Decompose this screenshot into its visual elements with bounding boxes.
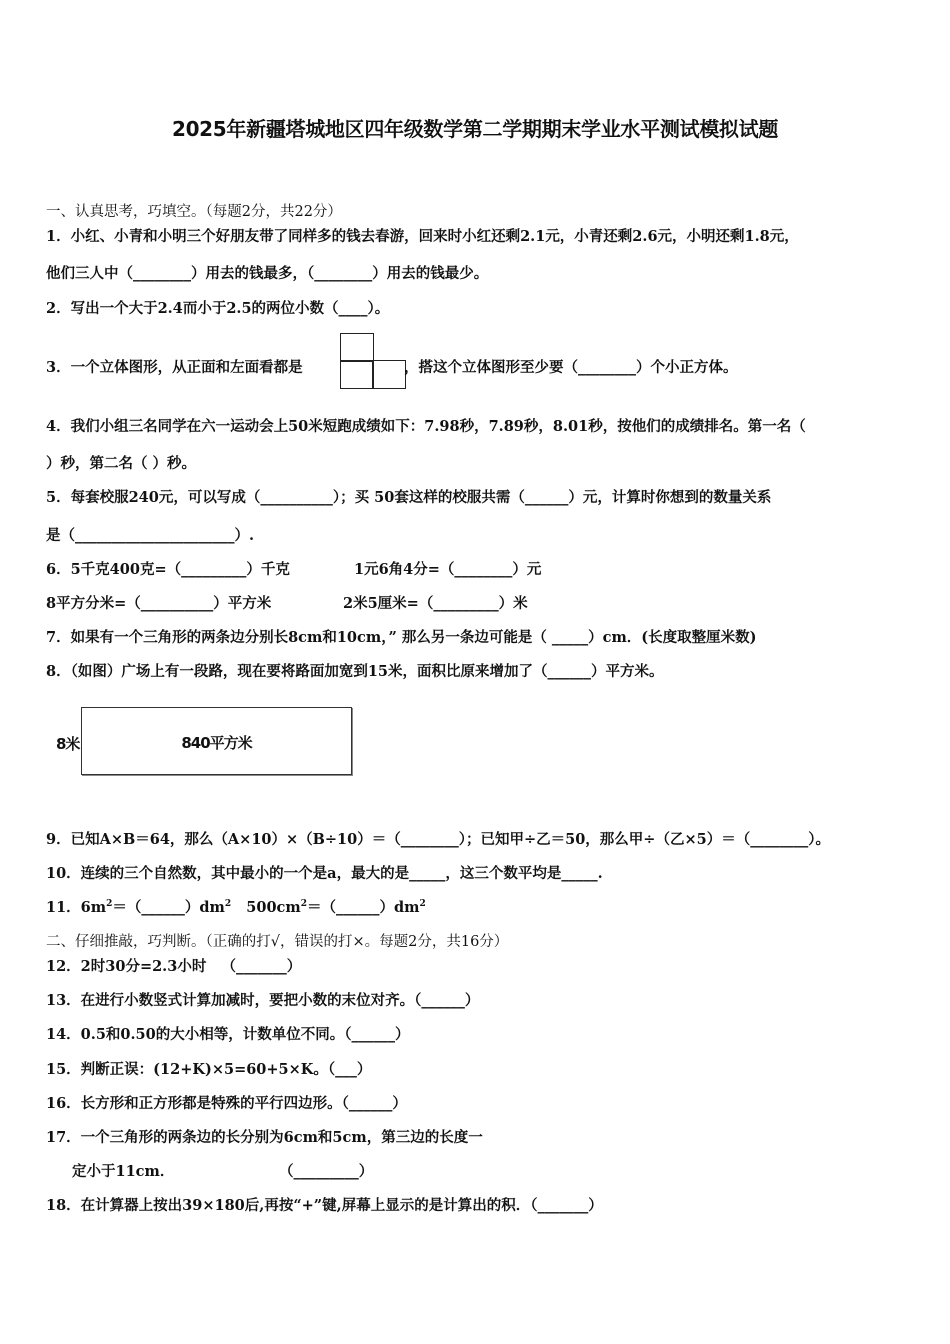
q11-sup1: 2 [106, 899, 113, 909]
q16: 16．长方形和正方形都是特殊的平行四边形。（______） [46, 1095, 407, 1112]
q11-sup4: 2 [419, 899, 426, 909]
q8-text: 8．（如图）广场上有一段路，现在要将路面加宽到15米，面积比原来增加了（______）平方米。 [46, 663, 664, 680]
cube-bottom-right-square [372, 360, 406, 389]
q6-line1b: 1元6角4分=（________）元 [354, 561, 542, 578]
q17-line2b: （_________） [279, 1163, 374, 1180]
q18: 18．在计算器上按出39×180后,再按“+”键,屏幕上显示的是计算出的积．（_______） [46, 1197, 603, 1214]
section2-heading: 二、仔细推敲，巧判断。（正确的打√，错误的打×。每题2分，共16分） [46, 934, 509, 950]
q14: 14．0.5和0.50的大小相等，计数单位不同。（______） [46, 1026, 410, 1043]
q2: 2．写出一个大于2.4而小于2.5的两位小数（____）。 [46, 300, 390, 317]
q11-part2: ＝（______）dm [112, 899, 225, 916]
q4-line2: ）秒，第二名（ ）秒。 [46, 455, 197, 472]
q11-sup3: 2 [300, 899, 307, 909]
q11 [46, 899, 426, 917]
q13: 13．在进行小数竖式计算加减时，要把小数的末位对齐。（______） [46, 992, 480, 1009]
q11-part3: 500cm [231, 899, 301, 916]
q17-line2a: 定小于11cm． [72, 1163, 175, 1180]
q1-line1: 1．小红、小青和小明三个好朋友带了同样多的钱去春游，回来时小红还剩2.1元，小青还剩2.6元，小明还剩1.8元， [46, 228, 799, 245]
q17-line1: 17．一个三角形的两条边的长分别为6cm和5cm，第三边的长度一 [46, 1129, 483, 1146]
q9: 9．已知A×B＝64，那么（A×10）×（B÷10）＝（________）；已知甲÷乙＝50，那么甲÷（乙×5）＝（________）。 [46, 831, 830, 848]
road-width-label: 8米 [56, 735, 80, 753]
q1-line2: 他们三人中（________）用去的钱最多，（________）用去的钱最少。 [46, 265, 489, 282]
page-title: 2025年新疆塔城地区四年级数学第二学期期末学业水平测试模拟试题 [171, 117, 779, 141]
section1-heading: 一、认真思考，巧填空。（每题2分，共22分） [46, 204, 342, 220]
q3-after: ，搭这个立体图形至少要（________）个小正方体。 [404, 359, 738, 376]
q11-part4: ＝（______）dm [307, 899, 420, 916]
q11-part1: 11．6m [46, 899, 107, 916]
q10: 10．连续的三个自然数，其中最小的一个是a，最大的是_____，这三个数平均是_____. [46, 865, 603, 882]
q3-before: 3．一个立体图形，从正面和左面看都是 [46, 359, 303, 376]
cube-bottom-left-square [340, 360, 374, 389]
road-area-label: 840平方米 [181, 734, 252, 752]
q11-sup2: 2 [224, 899, 232, 909]
q12: 12．2时30分=2.3小时 （_______） [46, 958, 302, 975]
q5-line1: 5．每套校服240元，可以写成（__________）；买 50套这样的校服共需（______）元，计算时你想到的数量关系 [46, 489, 772, 506]
q15: 15．判断正误：(12+K)×5=60+5×K。（___） [46, 1061, 372, 1078]
q7: 7．如果有一个三角形的两条边分别长8cm和10cm，” 那么另一条边可能是（ _____）cm．(长度取整厘米数) [46, 629, 757, 646]
cube-top-square [340, 333, 374, 362]
q6-line2b: 2米5厘米=（_________）米 [343, 595, 528, 612]
q5-line2: 是（______________________）. [46, 527, 255, 544]
road-figure [81, 707, 352, 775]
q6-line1a: 6．5千克400克=（_________）千克 [46, 561, 290, 578]
q6-line2a: 8平方分米=（__________）平方米 [46, 595, 272, 612]
q4-line1: 4．我们小组三名同学在六一运动会上50米短跑成绩如下：7.98秒，7.89秒，8.01秒，按他们的成绩排名。第一名（ [46, 418, 806, 435]
cube-view-figure [340, 333, 406, 389]
